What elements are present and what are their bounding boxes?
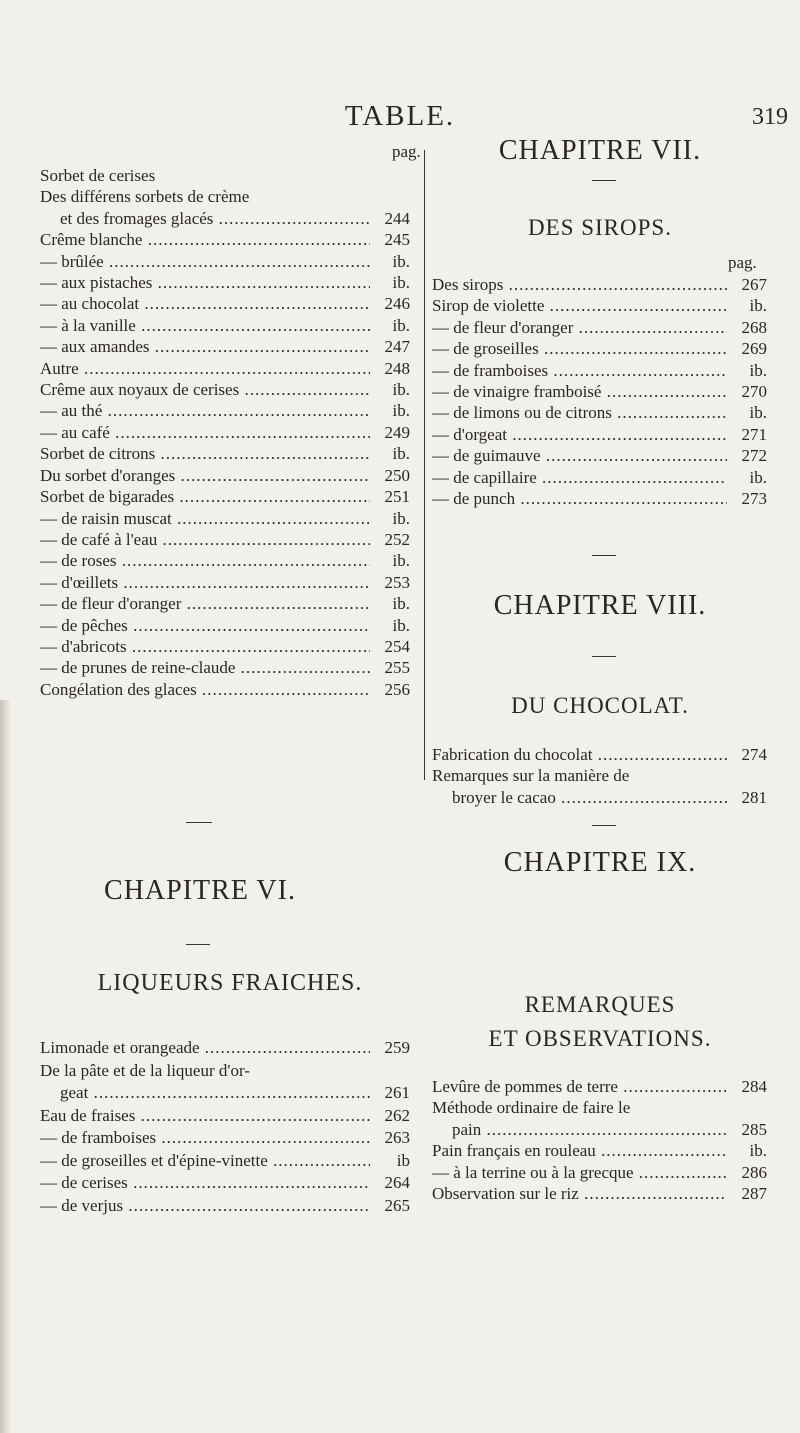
toc-entry-page: 268 (741, 317, 767, 337)
pag-label-left: pag. (392, 142, 421, 161)
toc-entry-page: ib. (392, 251, 410, 271)
column-divider (424, 150, 425, 780)
toc-entry-label: — de guimauve ..... (432, 445, 727, 466)
chapter-viii-title: CHAPITRE VIII. (493, 590, 707, 621)
toc-entry (40, 229, 410, 250)
toc-entry-label: Fabrication du chocolat ..... (432, 744, 727, 765)
chapter-viii-entry-list (432, 744, 767, 808)
toc-entry-label: Méthode ordinaire de faire le (432, 1098, 631, 1118)
left-entry-list (40, 165, 410, 700)
toc-entry (432, 445, 767, 466)
toc-entry-page: 250 (384, 465, 410, 485)
toc-entry (40, 443, 410, 464)
toc-entry (432, 424, 767, 445)
toc-entry-page: 253 (384, 572, 410, 592)
toc-entry-page: 261 (384, 1083, 410, 1102)
toc-entry-label: — à la terrine ou à la grecque ..... (432, 1162, 727, 1183)
toc-entry-label: — de café à l'eau ..... (40, 529, 370, 550)
separator-dash (186, 944, 210, 945)
toc-entry (432, 787, 767, 808)
toc-entry-label: — à la vanille ..... (40, 315, 370, 336)
toc-entry (432, 295, 767, 316)
toc-entry (40, 251, 410, 272)
toc-entry-label: Sorbet de citrons ..... (40, 443, 370, 464)
toc-entry-label: Levûre de pommes de terre ..... (432, 1076, 727, 1097)
toc-entry-label: Crême aux noyaux de cerises ..... (40, 379, 370, 400)
toc-entry-page: ib. (392, 380, 410, 400)
toc-entry-label: De la pâte et de la liqueur d'or- (40, 1060, 250, 1080)
chapter-vii-title: CHAPITRE VII. (498, 135, 702, 166)
chapter-vii-entry-list (432, 274, 767, 509)
toc-entry-label: pain ..... (452, 1119, 727, 1140)
chapter-ix-section-line2: ET OBSERVATIONS. (488, 1026, 712, 1051)
toc-entry-page: 271 (741, 424, 767, 444)
toc-entry-label: — d'orgeat ..... (432, 424, 727, 445)
toc-entry-label: — de fleur d'oranger ..... (40, 593, 370, 614)
toc-entry (40, 486, 410, 507)
toc-entry (40, 1082, 410, 1105)
toc-entry-page: 269 (741, 339, 767, 359)
toc-entry (40, 208, 410, 229)
toc-entry-label: — au chocolat ..... (40, 293, 370, 314)
toc-entry-page: 252 (384, 529, 410, 549)
toc-entry-label: Du sorbet d'oranges ..... (40, 465, 370, 486)
toc-entry (40, 550, 410, 571)
toc-entry-label: — de cerises ..... (40, 1172, 370, 1195)
toc-entry-label: Limonade et orangeade ..... (40, 1037, 370, 1060)
toc-entry-label: — de roses ..... (40, 550, 370, 571)
toc-entry-page: 267 (741, 275, 767, 294)
toc-entry (40, 315, 410, 336)
toc-entry (40, 1150, 410, 1173)
chapter-vi-section: LIQUEURS FRAICHES. (97, 970, 363, 996)
toc-entry-label: — brûlée ..... (40, 251, 370, 272)
toc-entry-page: 262 (384, 1105, 410, 1125)
toc-entry (40, 615, 410, 636)
toc-entry-page: 263 (384, 1128, 410, 1147)
toc-entry-label: — de pêches ..... (40, 615, 370, 636)
toc-entry-page: 284 (741, 1077, 767, 1096)
toc-entry-label: Sorbet de bigarades ..... (40, 486, 370, 507)
toc-entry (432, 402, 767, 423)
toc-entry-label: — de capillaire ..... (432, 467, 727, 488)
toc-entry (432, 765, 767, 786)
toc-entry-page: 255 (384, 658, 410, 678)
chapter-viii-section: DU CHOCOLAT. (511, 693, 689, 718)
toc-entry-label: — au thé ..... (40, 400, 370, 421)
toc-entry-page: ib. (749, 360, 767, 380)
toc-entry-page: 246 (384, 294, 410, 314)
separator-dash (592, 180, 616, 181)
toc-entry (432, 1140, 767, 1161)
toc-entry-label: — de groseilles ..... (432, 338, 727, 359)
toc-entry (40, 465, 410, 486)
separator-dash (592, 656, 616, 657)
toc-entry-page: 286 (741, 1162, 767, 1182)
toc-entry (432, 744, 767, 765)
toc-entry-label: Sirop de violette ..... (432, 295, 727, 316)
toc-entry-page: 247 (384, 337, 410, 357)
toc-entry-label: — de punch ..... (432, 488, 727, 509)
toc-entry-label: — de raisin muscat ..... (40, 508, 370, 529)
toc-entry (40, 679, 410, 700)
toc-entry-label: — aux amandes ..... (40, 336, 370, 357)
toc-entry (40, 1037, 410, 1060)
toc-entry (40, 336, 410, 357)
toc-entry-page: 265 (384, 1195, 410, 1215)
toc-entry-label: — de verjus ..... (40, 1195, 370, 1218)
toc-entry-page: 251 (384, 487, 410, 507)
toc-entry-label: et des fromages glacés ..... (60, 208, 370, 229)
toc-entry-page: 254 (384, 636, 410, 656)
toc-entry-page: ib. (749, 1141, 767, 1161)
toc-entry (40, 529, 410, 550)
chapter-vi-title: CHAPITRE VI. (104, 875, 296, 906)
toc-entry-page: 248 (384, 358, 410, 378)
separator-dash (592, 825, 616, 826)
toc-entry-label: — aux pistaches ..... (40, 272, 370, 293)
toc-entry (40, 572, 410, 593)
toc-entry-page: ib. (749, 403, 767, 423)
toc-entry-label: Observation sur le riz ..... (432, 1183, 727, 1204)
toc-entry-page: ib. (392, 401, 410, 421)
chapter-vii-section: DES SIROPS. (528, 215, 672, 240)
toc-entry (40, 400, 410, 421)
toc-entry-page: ib. (392, 273, 410, 293)
toc-entry-page: 274 (741, 745, 767, 764)
toc-entry-label: — d'œillets ..... (40, 572, 370, 593)
toc-entry-label: Crême blanche ..... (40, 229, 370, 250)
toc-entry (40, 1127, 410, 1150)
toc-entry-label: — de vinaigre framboisé ..... (432, 381, 727, 402)
toc-entry-page: 270 (741, 382, 767, 402)
chapter-ix-entry-list (432, 1076, 767, 1204)
toc-entry-page: ib. (392, 615, 410, 635)
toc-entry (40, 165, 410, 186)
toc-entry (432, 338, 767, 359)
chapter-ix-title: CHAPITRE IX. (503, 847, 697, 878)
toc-entry (40, 508, 410, 529)
toc-entry-page: ib. (392, 444, 410, 464)
toc-entry-page: 264 (384, 1173, 410, 1192)
separator-dash (186, 822, 212, 823)
toc-entry (40, 1105, 410, 1128)
toc-entry-label: Sorbet de cerises (40, 166, 156, 185)
toc-entry-page: 273 (741, 489, 767, 509)
toc-entry-label: Pain français en rouleau ..... (432, 1140, 727, 1161)
toc-entry (432, 274, 767, 295)
toc-entry-label: broyer le cacao ..... (452, 787, 727, 808)
toc-entry-label: Autre ..... (40, 358, 370, 379)
toc-entry-label: Des différens sorbets de crème (40, 187, 250, 207)
toc-entry-page: ib. (392, 594, 410, 614)
toc-entry-label: Eau de fraises ..... (40, 1105, 370, 1128)
toc-entry (40, 636, 410, 657)
toc-entry-page: 285 (741, 1119, 767, 1139)
toc-entry-page: ib. (749, 296, 767, 316)
toc-entry-label: — de fleur d'oranger ..... (432, 317, 727, 338)
toc-entry (40, 1060, 410, 1083)
separator-dash (592, 555, 616, 556)
toc-entry-label: Des sirops ..... (432, 274, 727, 295)
toc-entry (432, 488, 767, 509)
toc-entry-page: ib. (392, 508, 410, 528)
chapter-vi-entry-list (40, 1037, 410, 1217)
toc-entry (40, 379, 410, 400)
toc-entry (40, 593, 410, 614)
toc-entry (40, 293, 410, 314)
toc-entry-page: 287 (741, 1184, 767, 1204)
toc-entry (432, 1119, 767, 1140)
toc-entry-label: — de framboises ..... (432, 360, 727, 381)
toc-entry-page: ib. (392, 315, 410, 335)
toc-entry (40, 422, 410, 443)
toc-entry-page: 259 (384, 1038, 410, 1057)
toc-entry-page: 281 (741, 787, 767, 807)
toc-entry-page: 272 (741, 446, 767, 466)
pag-label-right: pag. (728, 253, 757, 272)
toc-entry (40, 358, 410, 379)
toc-entry (432, 1183, 767, 1204)
toc-entry-page: 244 (384, 208, 410, 228)
toc-entry (40, 272, 410, 293)
toc-entry-label: — de limons ou de citrons ..... (432, 402, 727, 423)
toc-entry (432, 381, 767, 402)
toc-entry-page: ib. (749, 467, 767, 487)
page-edge-shadow (0, 700, 10, 1433)
toc-entry-page: 256 (384, 679, 410, 699)
toc-entry (432, 360, 767, 381)
chapter-ix-section-line1: REMARQUES (524, 992, 676, 1017)
toc-entry-page: ib. (392, 551, 410, 571)
toc-entry (432, 317, 767, 338)
toc-entry-page: 245 (384, 230, 410, 250)
toc-entry (40, 186, 410, 207)
toc-entry (432, 467, 767, 488)
toc-entry-label: — d'abricots ..... (40, 636, 370, 657)
toc-entry-label: Remarques sur la manière de (432, 766, 630, 786)
toc-entry (432, 1076, 767, 1097)
toc-entry-label: — de framboises ..... (40, 1127, 370, 1150)
toc-entry (432, 1097, 767, 1118)
toc-entry (40, 1195, 410, 1218)
toc-entry-label: Congélation des glaces ..... (40, 679, 370, 700)
toc-entry-page: ib (396, 1150, 410, 1170)
toc-entry (40, 657, 410, 678)
page-number: 319 (752, 104, 788, 130)
toc-entry-page: 249 (384, 422, 410, 442)
toc-entry (40, 1172, 410, 1195)
toc-entry-label: — au café ..... (40, 422, 370, 443)
toc-entry-label: geat ..... (60, 1082, 370, 1105)
toc-entry (432, 1162, 767, 1183)
running-head: TABLE. (344, 100, 456, 132)
toc-entry-label: — de prunes de reine-claude ..... (40, 657, 370, 678)
toc-entry-label: — de groseilles et d'épine-vinette ..... (40, 1150, 370, 1173)
